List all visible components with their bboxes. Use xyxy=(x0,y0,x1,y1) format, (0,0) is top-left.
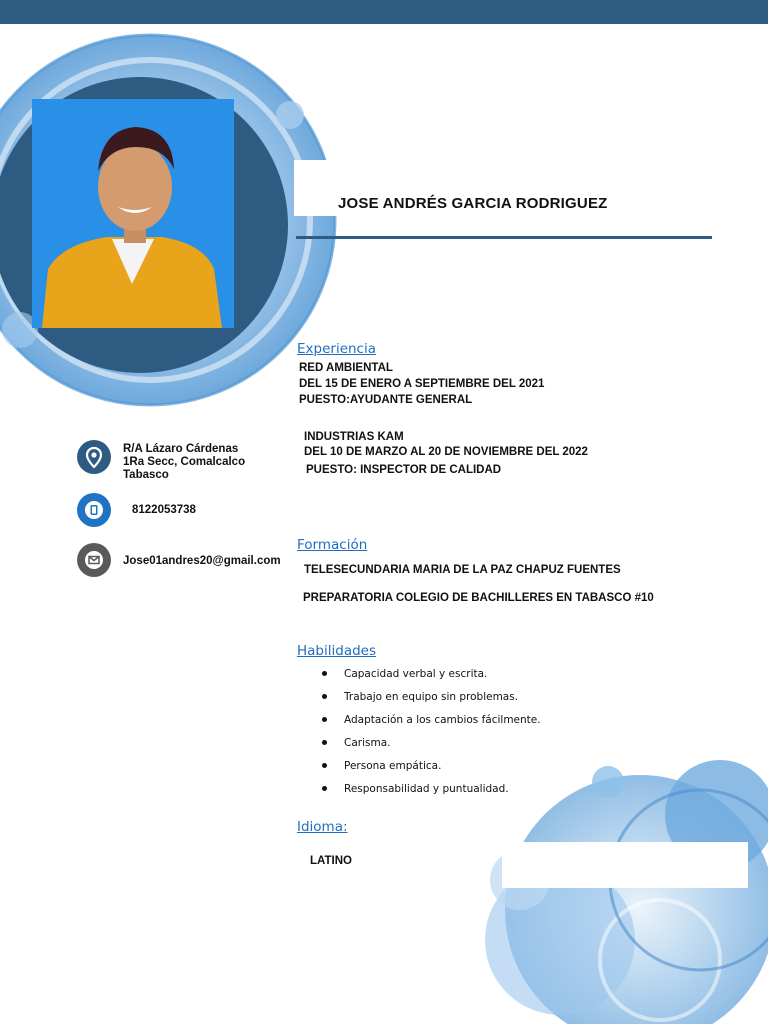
full-name: JOSE ANDRÉS GARCIA RODRIGUEZ xyxy=(338,195,608,212)
phone-icon xyxy=(77,493,111,527)
language-item: LATINO xyxy=(310,855,352,867)
job-1-dates: DEL 15 DE ENERO A SEPTIEMBRE DEL 2021 xyxy=(299,378,545,390)
job-2-company: INDUSTRIAS KAM xyxy=(304,431,404,443)
email-address: Jose01andres20@gmail.com xyxy=(123,555,281,567)
job-1-position: PUESTO:AYUDANTE GENERAL xyxy=(299,394,473,406)
profile-photo xyxy=(32,99,234,328)
education-heading: Formación xyxy=(297,537,368,553)
skill-item: Trabajo en equipo sin problemas. xyxy=(297,690,541,713)
address-line-2: 1Ra Secc, Comalcalco xyxy=(123,456,246,468)
job-2-dates: DEL 10 DE MARZO AL 20 DE NOVIEMBRE DEL 2022 xyxy=(304,446,588,458)
blank-text-box xyxy=(502,842,748,888)
phone-number: 8122053738 xyxy=(132,504,196,516)
experience-heading: Experiencia xyxy=(297,341,377,357)
address xyxy=(123,443,245,482)
skill-item: Capacidad verbal y escrita. xyxy=(297,667,541,690)
skill-item: Carisma. xyxy=(297,736,541,759)
skill-item: Responsabilidad y puntualidad. xyxy=(297,782,541,805)
address-line-3: Tabasco xyxy=(123,469,169,481)
mail-icon xyxy=(77,543,111,577)
person-silhouette xyxy=(32,99,234,328)
education-item-2: PREPARATORIA COLEGIO DE BACHILLERES EN TABASCO #10 xyxy=(303,592,654,604)
language-heading: Idioma: xyxy=(297,819,348,835)
skill-item: Persona empática. xyxy=(297,759,541,782)
skill-item: Adaptación a los cambios fácilmente. xyxy=(297,713,541,736)
location-icon xyxy=(77,440,111,474)
skills-list xyxy=(297,667,541,805)
name-divider xyxy=(296,236,712,239)
job-2-position: PUESTO: INSPECTOR DE CALIDAD xyxy=(306,464,502,476)
skills-heading: Habilidades xyxy=(297,643,376,659)
job-1-company: RED AMBIENTAL xyxy=(299,362,393,374)
address-line-1: R/A Lázaro Cárdenas xyxy=(123,443,239,455)
education-item-1: TELESECUNDARIA MARIA DE LA PAZ CHAPUZ FUENTES xyxy=(304,564,621,576)
